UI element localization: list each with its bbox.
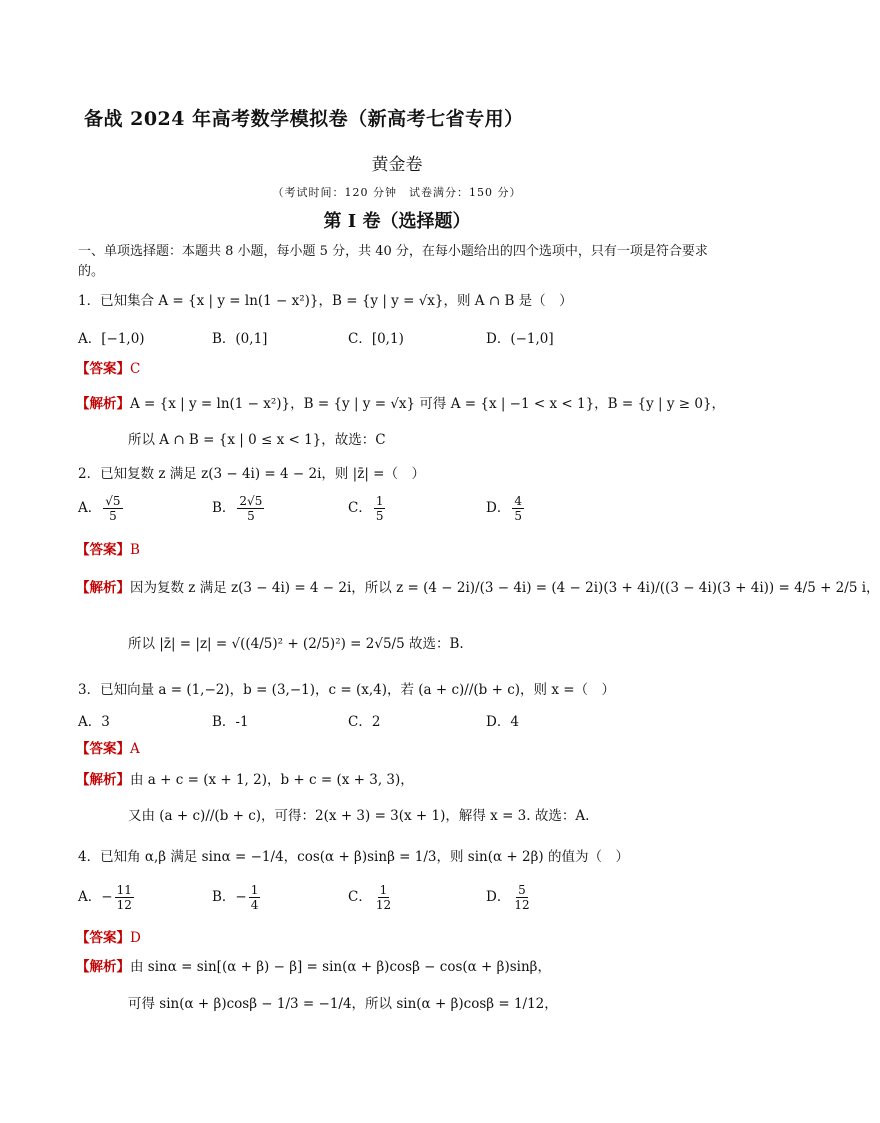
question-1-option-d: D．(−1,0] [486,331,554,347]
answer-label: 【答案】 [76,930,130,946]
section-instruction: 一、单项选择题：本题共 8 小题，每小题 5 分，共 40 分，在每小题给出的四个选项中，只有一项是符合要求的。 [78,244,708,279]
question-3-option-a: A．3 [78,714,110,730]
question-1-stem: 1．已知集合 A = {x | y = ln(1 − x²)}，B = {y | y = √x}，则 A ∩ B 是（ ） [78,293,573,309]
section-heading: 第 I 卷（选择题） [323,211,471,232]
question-1-analysis-line-1 [76,392,725,412]
analysis-label: 【解析】 [76,396,130,412]
question-2-stem: 2．已知复数 z 满足 z(3 − 4i) = 4 − 2i，则 |z̄| =（ ） [78,466,425,482]
exam-title: 备战 2024 年高考数学模拟卷（新高考七省专用） [84,108,524,130]
question-4-option-c: C． $\frac{1}{12}$ [348,883,392,912]
question-2-option-c: C． $\frac{1}{5}$ [348,494,384,523]
analysis-label: 【解析】 [76,772,130,788]
answer-label: 【答案】 [76,741,130,757]
question-3-stem: 3．已知向量 a = (1,−2)，b = (3,−1)，c = (x,4)，若 (a + c)//(b + c)，则 x =（ ） [78,682,616,698]
question-4-analysis-line-1 [76,955,551,975]
analysis-label: 【解析】 [76,580,130,596]
question-3-analysis-line-1 [76,768,414,788]
question-1-option-c: C．[0,1) [348,331,404,347]
analysis-text: A = {x | y = ln(1 − x²)}，B = {y | y = √x} 可得 A = {x | −1 < x < 1}，B = {y | y ≥ 0}， [130,396,726,412]
question-3-analysis-line-2: 又由 (a + c)//(b + c)，可得：2(x + 3) = 3(x + 1)，解得 x = 3. 故选：A. [128,808,590,824]
question-4-option-a: A．− $\frac{11}{12}$ [78,883,132,912]
question-1-analysis-line-2: 所以 A ∩ B = {x | 0 ≤ x < 1}，故选：C [128,432,386,448]
answer-label: 【答案】 [76,361,130,377]
analysis-text: 由 a + c = (x + 1, 2)，b + c = (x + 3, 3)， [130,772,414,788]
exam-subtitle: 黄金卷 [371,155,423,175]
question-4-option-d: D． $\frac{5}{12}$ [486,883,530,912]
question-4-analysis-line-2: 可得 sin(α + β)cosβ − 1/3 = −1/4，所以 sin(α + β)cosβ = 1/12， [128,996,558,1012]
question-3-option-c: C．2 [348,714,381,730]
question-1-answer [76,357,140,377]
question-2-answer [76,538,140,558]
question-1-option-a: A．[−1,0) [78,331,145,347]
exam-meta: （考试时间：120 分钟 试卷满分：150 分） [272,186,522,199]
question-3-answer [76,737,140,757]
answer-value: D [130,930,141,946]
question-4-option-b: B．− $\frac{1}{4}$ [212,883,259,912]
analysis-label: 【解析】 [76,959,130,975]
answer-value: B [130,542,140,558]
question-2-analysis-line-2: 所以 |z̄| = |z| = √((4/5)² + (2/5)²) = 2√5/5 故选：B. [128,636,464,652]
question-3-option-b: B．-1 [212,714,249,730]
question-2-analysis-line-1 [76,576,880,596]
answer-value: C [130,361,141,377]
question-2-option-a: A． $\frac{√5}{5}$ [78,494,121,523]
question-2-option-b: B． $\frac{2√5}{5}$ [212,494,263,523]
question-1-option-b: B．(0,1] [212,331,268,347]
analysis-text: 由 sinα = sin[(α + β) − β] = sin(α + β)cosβ − cos(α + β)sinβ， [130,959,551,975]
question-4-answer [76,926,141,946]
question-2-option-d: D． $\frac{4}{5}$ [486,494,522,523]
question-3-option-d: D．4 [486,714,519,730]
answer-label: 【答案】 [76,542,130,558]
answer-value: A [130,741,140,757]
question-4-stem: 4．已知角 α,β 满足 sinα = −1/4，cos(α + β)sinβ = 1/3，则 sin(α + 2β) 的值为（ ） [78,849,629,865]
analysis-text: 因为复数 z 满足 z(3 − 4i) = 4 − 2i，所以 z = (4 − 2i)/(3 − 4i) = (4 − 2i)(3 + 4i)/((3 − 4i)(3 + 4i)) = 4/5 + 2/5 i， [130,580,880,596]
